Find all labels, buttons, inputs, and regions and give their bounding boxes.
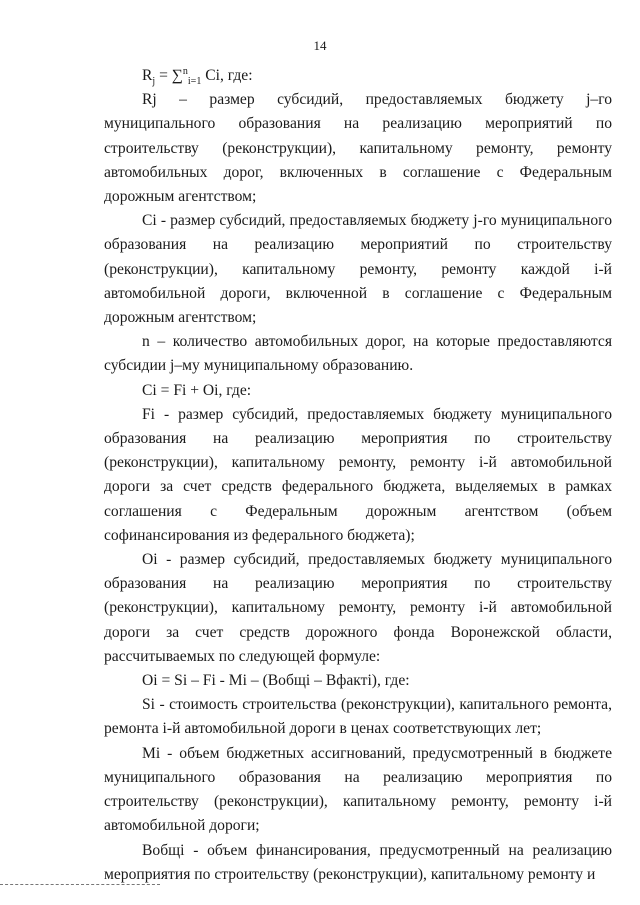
- formula-rj-left-sub: j: [152, 76, 156, 88]
- formula-oi: Oi = Si – Fi - Mi – (Вобщi – Вфактi), где:: [142, 672, 410, 690]
- formula-rj-sum-upper: n: [182, 65, 188, 77]
- formula-rj-tail: Ci, где:: [201, 67, 253, 84]
- paragraph-rj-definition: Rj – размер субсидий, предоставляемых бюджету j–го муниципального образования на реализацию мероприятий по строительству (реконструкции), капитальному ремонту, ремонту автомобильных дорог, включенных в соглашение с Федеральным дорожным агентством;: [104, 91, 612, 206]
- page-number: 14: [313, 38, 327, 53]
- formula-rj-sum-lower: i=1: [187, 76, 202, 88]
- formula-rj: [104, 64, 612, 88]
- paragraph-vobsh-definition: Вобщi - объем финансирования, предусмотренный на реализацию мероприятия по строительству (реконструкции), капитальному ремонту и: [104, 841, 612, 883]
- paragraph-n-definition: n – количество автомобильных дорог, на которые предоставляются субсидии j–му муниципальному образованию.: [104, 333, 612, 375]
- paragraph-fi-definition: Fi - размер субсидий, предоставляемых бюджету муниципального образования на реализацию мероприятия по строительству (реконструкции), капитальному ремонту, ремонту i-й автомобильной дороги за счет средств федерального бюджета, выделяемых в рамках соглашения с Федеральным дорожным агентством (объем софинансирования из федерального бюджета);: [104, 405, 612, 544]
- paragraph-mi-definition: Mi - объем бюджетных ассигнований, предусмотренный в бюджете муниципального образования на реализацию мероприятия по строительству (реконструкции), капитальному ремонту, ремонту i-й автомобильной дороги;: [104, 744, 612, 835]
- paragraph-si-definition: Si - стоимость строительства (реконструкции), капитального ремонта, ремонта i-й автомобильной дороги в ценах соответствующих лет;: [104, 696, 612, 738]
- paragraph-oi-definition: Oi - размер субсидий, предоставляемых бюджету муниципального образования на реализацию мероприятия по строительству (реконструкции), капитальному ремонту, ремонту i-й автомобильной дороги за счет средств дорожного фонда Воронежской области, рассчитываемых по следующей формуле:: [104, 551, 612, 665]
- footnote-divider: [0, 884, 160, 885]
- formula-rj-eq: = ∑: [155, 67, 183, 84]
- document-body: [104, 64, 612, 887]
- formula-ci: Ci = Fi + Oi, где:: [142, 381, 252, 399]
- paragraph-ci-definition: Ci - размер субсидий, предоставляемых бюджету j-го муниципального образования на реализацию мероприятий по строительству (реконструкции), капитальному ремонту, ремонту каждой i-й автомобильной дороги, включенной в соглашение с Федеральным дорожным агентством;: [104, 212, 612, 327]
- formula-rj-left: R: [142, 67, 153, 84]
